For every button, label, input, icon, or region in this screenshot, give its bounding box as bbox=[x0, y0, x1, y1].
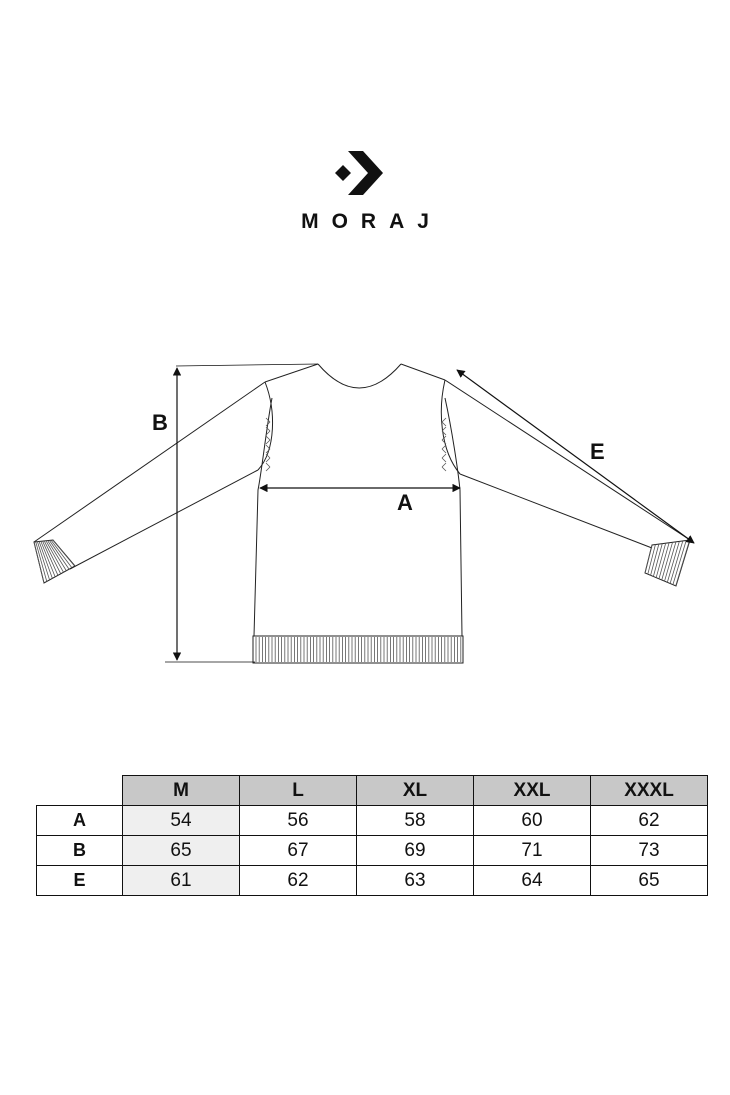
row-label-a: A bbox=[37, 806, 123, 836]
size-chart-table bbox=[36, 775, 708, 896]
table-cell: 58 bbox=[357, 806, 474, 836]
size-header-xxl: XXL bbox=[474, 776, 591, 806]
table-cell: 60 bbox=[474, 806, 591, 836]
table-cell: 65 bbox=[123, 836, 240, 866]
size-header-m: M bbox=[123, 776, 240, 806]
dimension-e-label: E bbox=[590, 439, 605, 464]
table-cell: 64 bbox=[474, 866, 591, 896]
table-cell: 62 bbox=[591, 806, 708, 836]
table-cell: 54 bbox=[123, 806, 240, 836]
size-header-xxxl: XXXL bbox=[591, 776, 708, 806]
table-cell: 65 bbox=[591, 866, 708, 896]
table-cell: 61 bbox=[123, 866, 240, 896]
size-header-xl: XL bbox=[357, 776, 474, 806]
dimension-a-label: A bbox=[397, 490, 413, 515]
dimension-b-label: B bbox=[152, 410, 168, 435]
table-cell: 73 bbox=[591, 836, 708, 866]
dimension-e-line bbox=[457, 370, 694, 543]
table-cell: 62 bbox=[240, 866, 357, 896]
brand-name: MORAJ bbox=[301, 210, 442, 233]
dimension-lines bbox=[165, 364, 694, 662]
sweater-outline bbox=[34, 364, 690, 663]
table-cell: 63 bbox=[357, 866, 474, 896]
row-label-b: B bbox=[37, 836, 123, 866]
table-cell: 67 bbox=[240, 836, 357, 866]
table-cell: 71 bbox=[474, 836, 591, 866]
table-row-e bbox=[37, 866, 708, 896]
table-cell: 69 bbox=[357, 836, 474, 866]
table-row-b bbox=[37, 836, 708, 866]
row-label-e: E bbox=[37, 866, 123, 896]
table-corner-cell bbox=[37, 776, 123, 806]
table-cell: 56 bbox=[240, 806, 357, 836]
size-header-row bbox=[37, 776, 708, 806]
table-row-a bbox=[37, 806, 708, 836]
size-header-l: L bbox=[240, 776, 357, 806]
